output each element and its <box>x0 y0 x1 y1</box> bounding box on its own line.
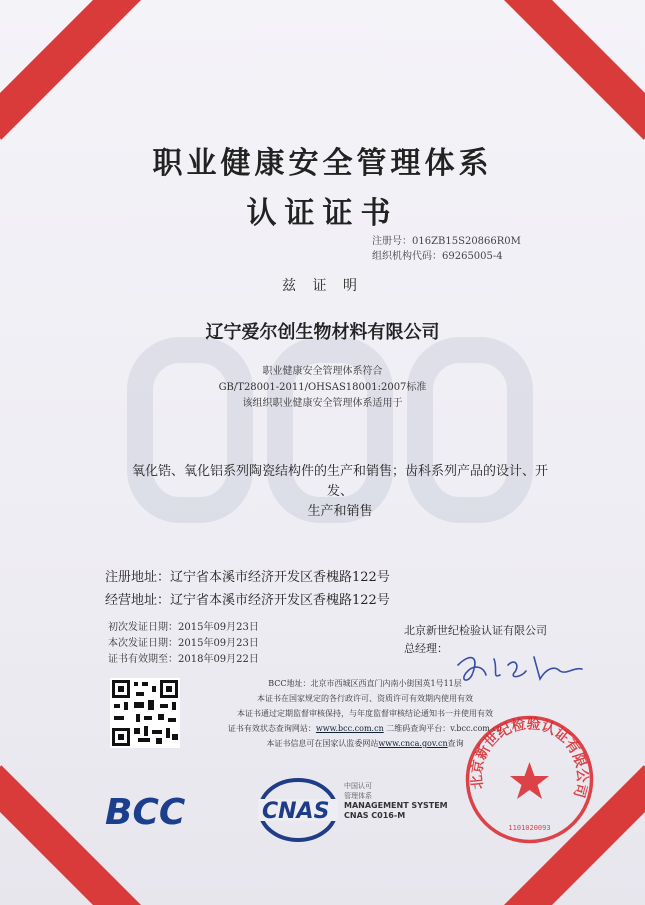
company-name: 辽宁爱尔创生物材料有限公司 <box>205 322 440 343</box>
seal-text: 北京新世纪检验认证有限公司 <box>469 716 590 800</box>
corner-ribbon-top-right <box>502 0 645 140</box>
bcc-logo-icon <box>105 790 200 830</box>
footer-cnca: 本证书信息可在国家认监委网站www.cnca.gov.cn查询 <box>266 739 464 748</box>
scope-line-1: 氧化锆、氧化铝系列陶瓷结构件的生产和销售；齿科系列产品的设计、开 <box>131 464 548 479</box>
footer-supervision: 本证书通过定期监督审核保持，与年度监督审核结论通知书一并使用有效 <box>237 709 493 718</box>
standard-line-3: 该组织职业健康安全管理体系适用于 <box>242 398 403 409</box>
registered-address: 注册地址：辽宁省本溪市经济开发区香槐路122号 <box>105 570 390 585</box>
cnas-accreditation-text: 中国认可 管理体系 MANAGEMENT SYSTEM CNAS C016-M <box>344 782 448 820</box>
cnca-website-link[interactable]: www.cnca.gov.cn <box>378 739 448 748</box>
footer-validity: 本证书在国家规定的各行政许可、资质许可有效期内使用有效 <box>257 694 473 703</box>
standard-line-1: 职业健康安全管理体系符合 <box>262 366 383 377</box>
standard-statement <box>0 364 645 412</box>
business-address: 经营地址：辽宁省本溪市经济开发区香槐路122号 <box>105 593 390 608</box>
qr-code-icon <box>110 678 180 748</box>
issue-dates <box>108 620 259 668</box>
certificate-title: 职业健康安全管理体系 <box>152 146 493 181</box>
scope-line-3: 生产和销售 <box>307 504 373 519</box>
corner-ribbon-top-left <box>0 0 143 140</box>
scope-line-2: 发、 <box>326 484 353 499</box>
certification-scope <box>110 462 570 522</box>
certifier-name: 北京新世纪检验认证有限公司 <box>404 624 547 637</box>
footer-address: BCC地址：北京市西城区西直门内南小街国英1号11层 <box>268 679 462 688</box>
corner-ribbon-bottom-left <box>0 765 143 905</box>
registration-number: 注册号：016ZB15S20866R0M <box>372 236 521 247</box>
valid-until-date: 证书有效期至：2018年09月22日 <box>108 654 259 665</box>
standard-line-2: GB/T28001-2011/OHSAS18001:2007标准 <box>218 382 427 393</box>
bcc-website-link[interactable]: www.bcc.com.cn <box>315 724 384 733</box>
certificate-subtitle: 认证证书 <box>246 196 399 231</box>
bcc-logo-text: BCC <box>105 792 186 830</box>
company-seal-icon <box>462 712 597 847</box>
first-issue-date: 初次发证日期：2015年09月23日 <box>108 622 259 633</box>
registration-info <box>372 234 521 264</box>
hereby-certify: 兹 证 明 <box>282 278 363 294</box>
general-manager-label: 总经理： <box>404 642 448 655</box>
seal-number: 1101020093 <box>508 824 551 832</box>
current-issue-date: 本次发证日期：2015年09月23日 <box>108 638 259 649</box>
footer-query-site: 证书有效状态查询网站：www.bcc.com.cn 二维码查询平台：v.bcc.com.cn <box>227 724 503 733</box>
cnas-logo-text: CNAS <box>262 799 330 824</box>
organization-code: 组织机构代码：69265005-4 <box>372 251 503 262</box>
